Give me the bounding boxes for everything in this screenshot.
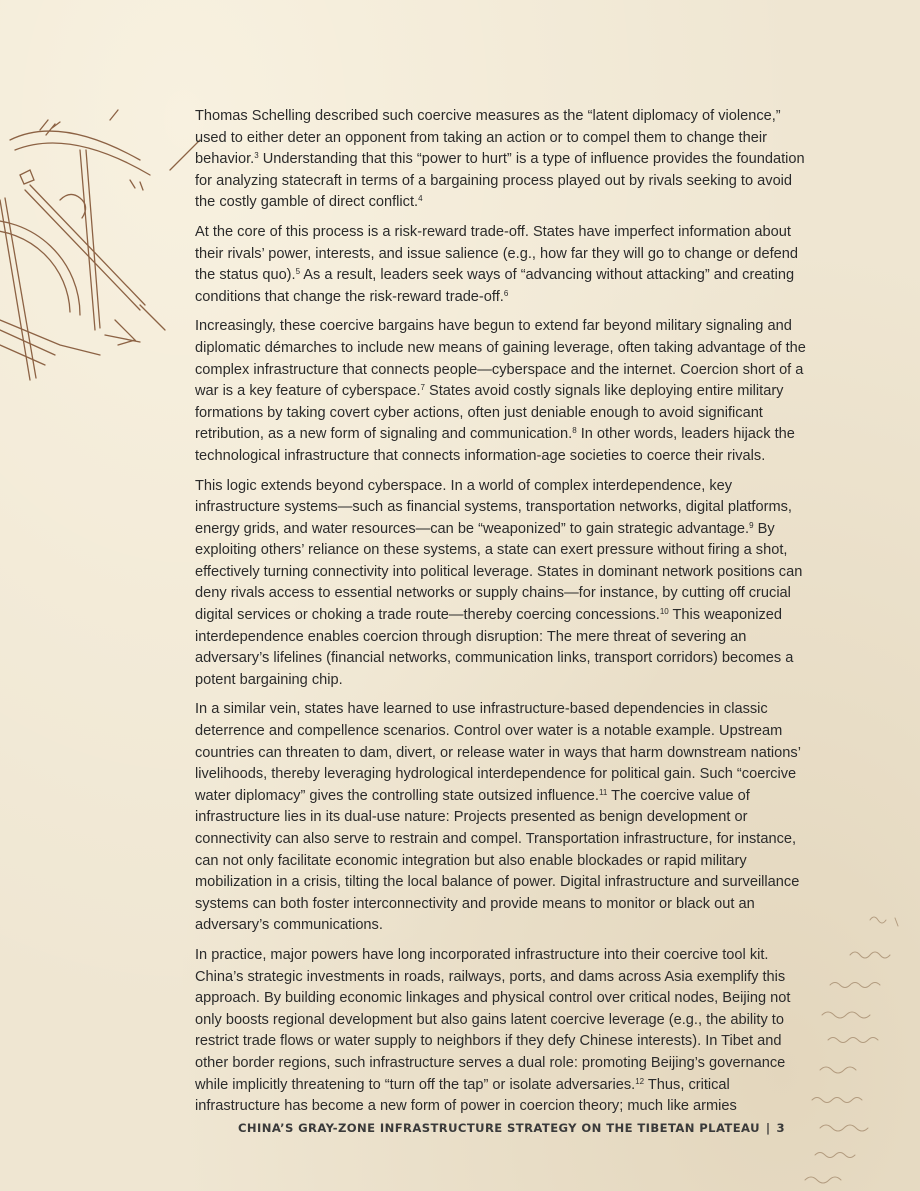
report-title: CHINA’S GRAY-ZONE INFRASTRUCTURE STRATEGY ON THE TIBETAN PLATEAU [238, 1121, 760, 1135]
paragraph-text: States avoid costly signals like deploying entire military formations by taking covert cyber actions, often just deniable enough to avoid significant retribution, as a new form of signaling and communication. [195, 383, 784, 443]
footnote-reference: 3 [254, 151, 259, 161]
paragraph [195, 476, 807, 692]
paragraph-text: This weaponized interdependence enables coercion through disruption: The mere threat of severing an adversary’s lifelines (financial networks, communication links, transport corridors) becomes a potent bargaining chip. [195, 607, 794, 688]
paragraph [195, 106, 807, 214]
paragraph [195, 699, 807, 937]
paragraph-text: By exploiting others’ reliance on these systems, a state can exert pressure without firing a shot, effectively turning connectivity into political leverage. States in dominant network positions can deny rivals access to essential networks or supply chains—for instance, by cutting off crucial digital services or choking a trade route—thereby coercing concessions. [195, 520, 803, 624]
footnote-reference: 5 [295, 267, 301, 277]
footer-separator: | [765, 1121, 771, 1135]
running-footer [0, 1121, 785, 1135]
footnote-reference: 10 [659, 607, 669, 617]
paragraph-text: This logic extends beyond cyberspace. In a world of complex interdependence, key infrastructure systems—such as financial systems, transportation networks, digital platforms, energy grids, and water resources—can be “weaponized” to gain strategic advantage. [195, 477, 792, 537]
footnote-reference: 11 [598, 787, 608, 797]
paragraph [195, 222, 807, 308]
footnote-reference: 8 [572, 426, 577, 436]
paragraph-text: As a result, leaders seek ways of “advancing without attacking” and creating conditions that change the risk-reward trade-off. [195, 267, 795, 305]
paragraph-text: In practice, major powers have long incorporated infrastructure into their coercive tool kit. China’s strategic investments in roads, railways, ports, and dams across Asia exemplify this approach. By building economic linkages and physical control over critical nodes, Beijing not only boosts regional development but also gains latent coercive leverage (e.g., the ability to restrict trade flows or water supply to neighbors if they defy Chinese interests). In Tibet and other border regions, such infrastructure serves a dual role: promoting Beijing’s governance while implicitly threatening to “turn off the tap” or isolate adversaries. [195, 946, 791, 1093]
paragraph-text: Increasingly, these coercive bargains have begun to extend far beyond military signaling and diplomatic démarches to include new means of gaining leverage, often taking advantage of the complex infrastructure that connects people—cyberspace and the internet. Coercion short of a war is a key feature of cyberspace. [195, 318, 806, 400]
footnote-reference: 12 [635, 1076, 645, 1086]
page-number: 3 [776, 1121, 785, 1135]
paragraph-text: Thus, critical infrastructure has become a new form of power in coercion theory; much like armies [195, 1076, 737, 1115]
paragraph-text: In a similar vein, states have learned to use infrastructure-based dependencies in classic deterrence and compellence scenarios. Control over water is a notable example. Upstream countries can threaten to dam, divert, or release water in ways that harm downstream nations’ livelihoods, thereby leveraging hydrological interdependence for political gain. Such “coercive water diplomacy” gives the controlling state outsized influence. [195, 701, 801, 804]
paragraph [195, 316, 807, 467]
handwritten-notes-illustration [800, 880, 920, 1191]
paragraph-text: Understanding that this “power to hurt” is a type of influence provides the foundation for analyzing statecraft in terms of a bargaining process played out by rivals seeking to avoid the costly gamble of direct conflict. [195, 151, 805, 211]
body-text [195, 106, 807, 1126]
footnote-reference: 9 [749, 520, 754, 530]
paragraph-text: In other words, leaders hijack the technological infrastructure that connects information-age societies to coerce their rivals. [195, 426, 795, 464]
footnote-reference: 7 [420, 383, 425, 393]
footnote-reference: 6 [503, 288, 509, 298]
paragraph-text: At the core of this process is a risk-reward trade-off. States have imperfect information about their rivals’ power, interests, and issue salience (e.g., how far they will go to change or defend the status quo). [195, 223, 798, 284]
footnote-reference: 4 [418, 194, 423, 204]
mechanical-sketch-illustration [0, 80, 200, 400]
paragraph [195, 945, 807, 1118]
paragraph-text: The coercive value of infrastructure lies in its dual-use nature: Projects presented as benign development or connectivity can also serve to restrain and compel. Transportation infrastructure, for instance, can not only facilitate economic integration but also enable blockades or rapid military mobilization in a crisis, tilting the local balance of power. Digital infrastructure and surveillance systems can both foster interconnectivity and provide means to monitor or black out an adversary’s communications. [195, 787, 800, 934]
paragraph-text: Thomas Schelling described such coercive measures as the “latent diplomacy of violence,” used to either deter an opponent from taking an action or to compel them to change their behavior. [195, 108, 781, 168]
